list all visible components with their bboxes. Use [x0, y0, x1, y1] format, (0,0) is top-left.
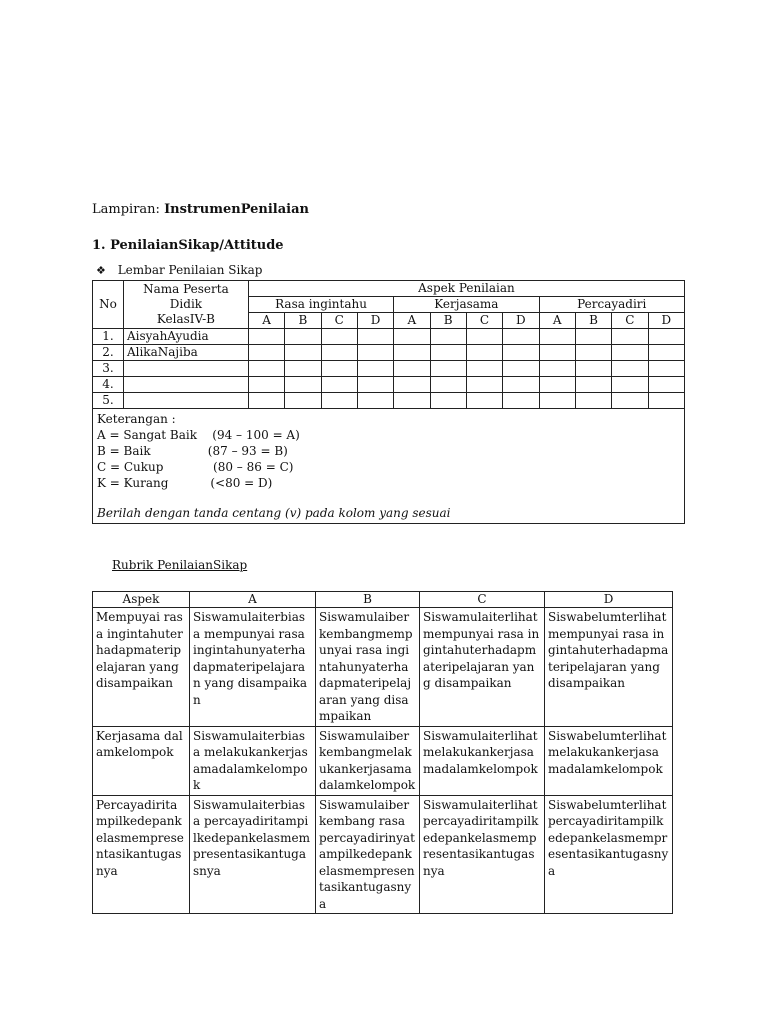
checkmark-cell[interactable]	[575, 377, 611, 393]
checkmark-cell[interactable]	[321, 393, 357, 409]
rubrik-header-aspek: Aspek	[93, 592, 190, 608]
checkmark-cell[interactable]	[394, 361, 430, 377]
group-kerjasama: Kerjasama	[394, 297, 539, 313]
checkmark-cell[interactable]	[394, 393, 430, 409]
checkmark-cell[interactable]	[575, 329, 611, 345]
rubrik-d-cell: Siswabelumterlihat melakukankerjasamadalamkelompok	[545, 726, 673, 795]
checkmark-cell[interactable]	[648, 393, 684, 409]
checkmark-cell[interactable]	[357, 329, 393, 345]
row-number: 1.	[93, 329, 124, 345]
rubrik-header-row	[93, 592, 673, 608]
rubrik-row	[93, 726, 673, 795]
checkmark-cell[interactable]	[394, 345, 430, 361]
checkmark-cell[interactable]	[466, 393, 502, 409]
checkmark-cell[interactable]	[248, 361, 284, 377]
row-number: 5.	[93, 393, 124, 409]
rubrik-b-cell: Siswamulaiberkembangmelakukankerjasamadalamkelompok	[316, 726, 420, 795]
checkmark-cell[interactable]	[430, 377, 466, 393]
checkmark-cell[interactable]	[285, 377, 321, 393]
rubrik-row	[93, 795, 673, 914]
student-name: AisyahAyudia	[123, 329, 248, 345]
rubrik-header-c: C	[420, 592, 545, 608]
keterangan-line: C = Cukup (80 – 86 = C)	[97, 460, 294, 474]
grade-header-cell: C	[612, 313, 648, 329]
checkmark-cell[interactable]	[466, 361, 502, 377]
nama-header-line2: KelasIV-B	[156, 312, 215, 326]
grade-header-cell: A	[248, 313, 284, 329]
checkmark-cell[interactable]	[248, 329, 284, 345]
checkmark-cell[interactable]	[648, 345, 684, 361]
checkmark-cell[interactable]	[575, 345, 611, 361]
checkmark-cell[interactable]	[285, 393, 321, 409]
grade-header-cell: B	[575, 313, 611, 329]
student-row	[93, 345, 685, 361]
grade-header-cell: D	[503, 313, 539, 329]
diamond-bullet-icon: ❖	[96, 264, 106, 277]
student-row	[93, 361, 685, 377]
rubrik-title: Rubrik PenilaianSikap	[112, 558, 248, 572]
checkmark-cell[interactable]	[503, 361, 539, 377]
checkmark-cell[interactable]	[357, 345, 393, 361]
checkmark-cell[interactable]	[648, 361, 684, 377]
checkmark-cell[interactable]	[321, 377, 357, 393]
penilaian-sikap-table	[92, 280, 685, 524]
checkmark-cell[interactable]	[539, 329, 575, 345]
keterangan-line: K = Kurang (<80 = D)	[97, 476, 273, 490]
student-name: AlikaNajiba	[123, 345, 248, 361]
checkmark-cell[interactable]	[612, 329, 648, 345]
checkmark-cell[interactable]	[248, 393, 284, 409]
checkmark-cell[interactable]	[285, 345, 321, 361]
checkmark-cell[interactable]	[321, 361, 357, 377]
rubrik-aspek-cell: Kerjasama dalamkelompok	[93, 726, 190, 795]
lampiran-label: Lampiran:	[92, 202, 160, 217]
checkmark-cell[interactable]	[285, 329, 321, 345]
rubrik-b-cell: Siswamulaiberkembang rasa percayadirinyatampilkedepankelasmempresentasikantugasnya	[316, 795, 420, 914]
student-name	[123, 377, 248, 393]
lembar-heading	[96, 263, 262, 277]
checkmark-cell[interactable]	[248, 345, 284, 361]
row-number: 4.	[93, 377, 124, 393]
keterangan-note: Berilah dengan tanda centang (v) pada kolom yang sesuai	[97, 506, 451, 520]
checkmark-cell[interactable]	[357, 361, 393, 377]
checkmark-cell[interactable]	[430, 329, 466, 345]
checkmark-cell[interactable]	[466, 345, 502, 361]
lampiran-title: InstrumenPenilaian	[164, 202, 309, 217]
checkmark-cell[interactable]	[430, 345, 466, 361]
checkmark-cell[interactable]	[539, 361, 575, 377]
checkmark-cell[interactable]	[394, 377, 430, 393]
checkmark-cell[interactable]	[503, 393, 539, 409]
checkmark-cell[interactable]	[648, 329, 684, 345]
checkmark-cell[interactable]	[394, 329, 430, 345]
rubrik-aspek-cell: Percayadiritampilkedepankelasmempresentasikantugasnya	[93, 795, 190, 914]
grade-header-cell: B	[285, 313, 321, 329]
grade-header-cell: D	[357, 313, 393, 329]
keterangan-line: A = Sangat Baik (94 – 100 = A)	[97, 428, 300, 442]
checkmark-cell[interactable]	[575, 361, 611, 377]
checkmark-cell[interactable]	[321, 345, 357, 361]
checkmark-cell[interactable]	[285, 361, 321, 377]
group-rasa-ingintahu: Rasa ingintahu	[248, 297, 393, 313]
nama-header-line1: Nama Peserta Didik	[143, 282, 229, 311]
rubrik-aspek-cell: Mempuyai rasa ingintahuterhadapmateripelajaran yang disampaikan	[93, 608, 190, 727]
checkmark-cell[interactable]	[612, 393, 648, 409]
rubrik-header-d: D	[545, 592, 673, 608]
checkmark-cell[interactable]	[503, 377, 539, 393]
aspek-header: Aspek Penilaian	[248, 281, 684, 297]
student-row	[93, 329, 685, 345]
no-header: No	[93, 281, 124, 329]
checkmark-cell[interactable]	[430, 393, 466, 409]
grade-header-cell: A	[539, 313, 575, 329]
student-name	[123, 393, 248, 409]
rubrik-c-cell: Siswamulaiterlihatpercayadiritampilkedepankelasmempresentasikantugasnya	[420, 795, 545, 914]
grade-header-cell: C	[321, 313, 357, 329]
rubrik-a-cell: Siswamulaiterbiasa mempunyai rasa ingintahunyaterhadapmateripelajaran yang disampaikan	[190, 608, 316, 727]
checkmark-cell[interactable]	[321, 329, 357, 345]
checkmark-cell[interactable]	[539, 377, 575, 393]
checkmark-cell[interactable]	[503, 345, 539, 361]
group-percayadiri: Percayadiri	[539, 297, 684, 313]
grade-header-cell: B	[430, 313, 466, 329]
student-row	[93, 393, 685, 409]
rubrik-c-cell: Siswamulaiterlihat mempunyai rasa ingintahuterhadapmateripelajaran yang disampaikan	[420, 608, 545, 727]
keterangan-cell	[93, 409, 685, 524]
rubrik-table	[92, 591, 673, 914]
rubrik-a-cell: Siswamulaiterbiasa melakukankerjasamadalamkelompok	[190, 726, 316, 795]
checkmark-cell[interactable]	[466, 377, 502, 393]
student-name	[123, 361, 248, 377]
grade-header-cell: C	[466, 313, 502, 329]
keterangan-title: Keterangan :	[97, 412, 176, 426]
checkmark-cell[interactable]	[466, 329, 502, 345]
checkmark-cell[interactable]	[357, 377, 393, 393]
rubrik-d-cell: Siswabelumterlihat percayadiritampilkedepankelasmempresentasikantugasnya	[545, 795, 673, 914]
checkmark-cell[interactable]	[575, 393, 611, 409]
rubrik-a-cell: Siswamulaiterbiasa percayadiritampilkedepankelasmempresentasikantugasnya	[190, 795, 316, 914]
checkmark-cell[interactable]	[648, 377, 684, 393]
checkmark-cell[interactable]	[612, 345, 648, 361]
rubrik-header-b: B	[316, 592, 420, 608]
checkmark-cell[interactable]	[539, 393, 575, 409]
grade-header-cell: D	[648, 313, 684, 329]
student-row	[93, 377, 685, 393]
checkmark-cell[interactable]	[248, 377, 284, 393]
checkmark-cell[interactable]	[612, 377, 648, 393]
checkmark-cell[interactable]	[357, 393, 393, 409]
rubrik-b-cell: Siswamulaiberkembangmempunyai rasa ingintahunyaterhadapmateripelajaran yang disampaikan	[316, 608, 420, 727]
rubrik-row	[93, 608, 673, 727]
nama-header	[123, 281, 248, 329]
lampiran-heading	[92, 202, 309, 217]
rubrik-d-cell: Siswabelumterlihat mempunyai rasa ingintahuterhadapmateripelajaran yang disampaikan	[545, 608, 673, 727]
checkmark-cell[interactable]	[539, 345, 575, 361]
row-number: 3.	[93, 361, 124, 377]
checkmark-cell[interactable]	[612, 361, 648, 377]
rubrik-c-cell: Siswamulaiterlihat melakukankerjasamadalamkelompok	[420, 726, 545, 795]
keterangan-line: B = Baik (87 – 93 = B)	[97, 444, 288, 458]
grade-header-cell: A	[394, 313, 430, 329]
row-number: 2.	[93, 345, 124, 361]
checkmark-cell[interactable]	[430, 361, 466, 377]
rubrik-header-a: A	[190, 592, 316, 608]
checkmark-cell[interactable]	[503, 329, 539, 345]
section-title: 1. PenilaianSikap/Attitude	[92, 238, 284, 253]
lembar-title: Lembar Penilaian Sikap	[117, 263, 263, 277]
